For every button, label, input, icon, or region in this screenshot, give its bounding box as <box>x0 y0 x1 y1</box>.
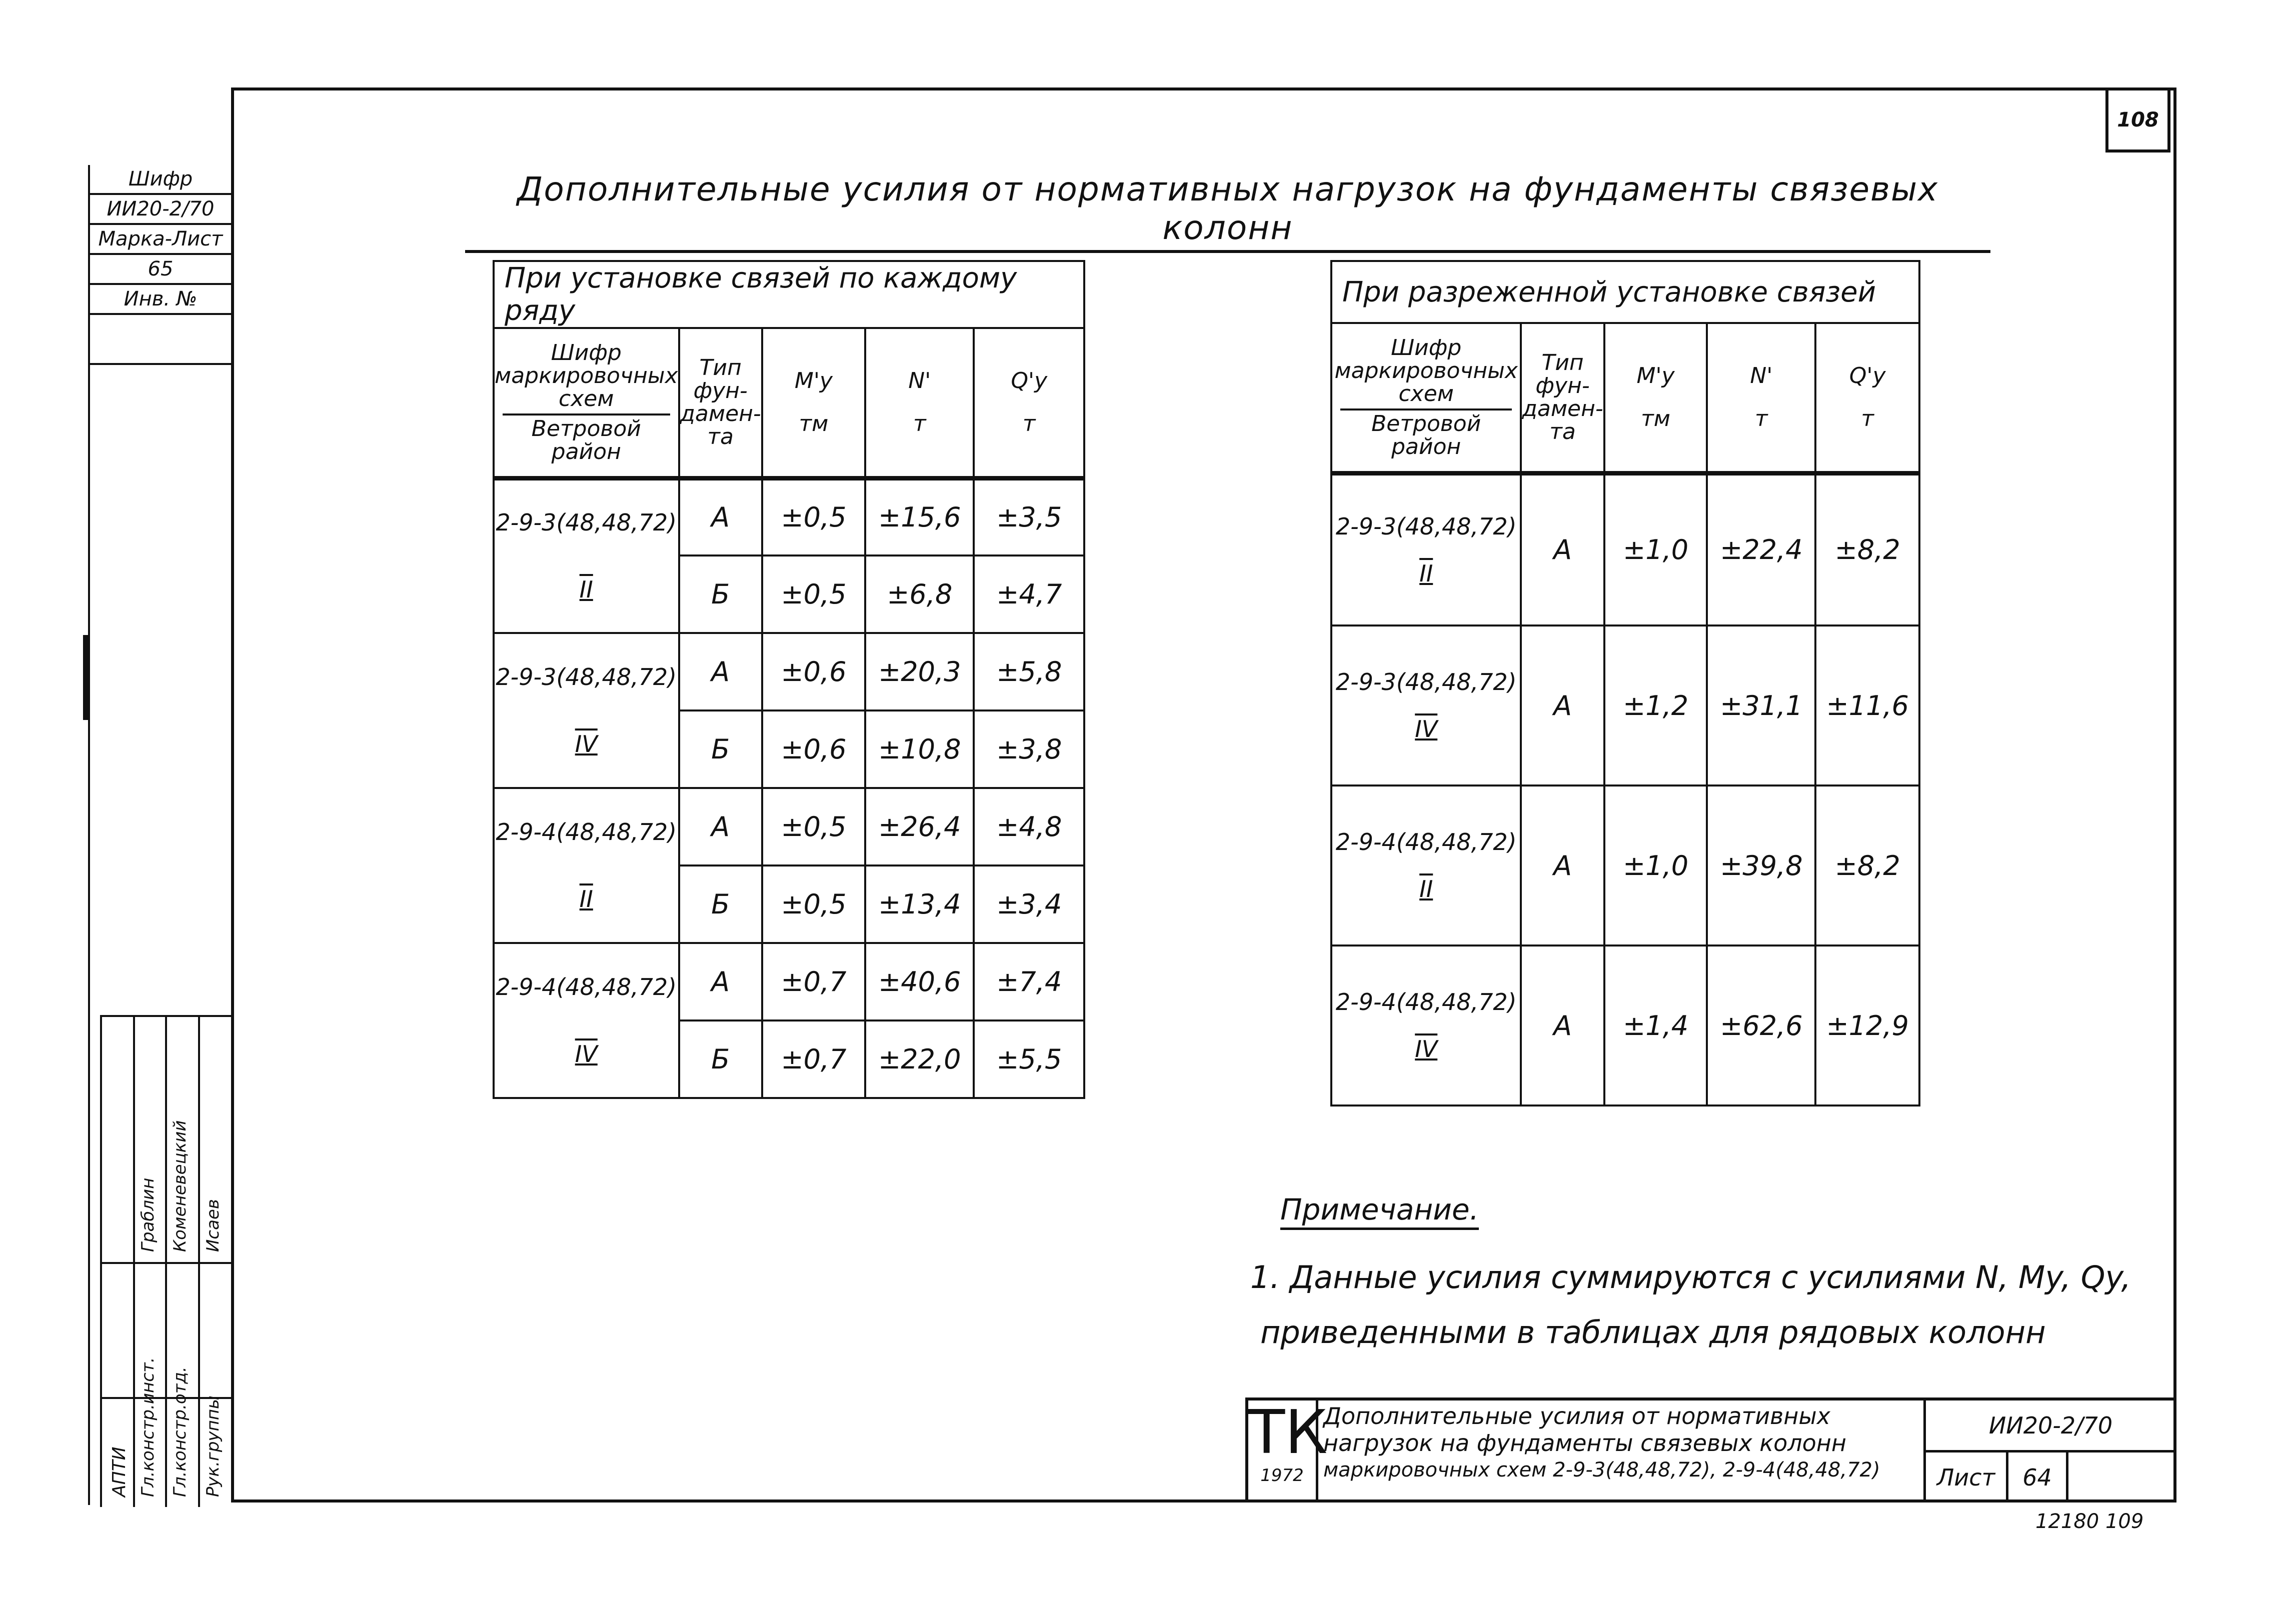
n-cell: ±62,6 <box>1707 946 1815 1106</box>
scheme-cell <box>494 478 679 633</box>
region-label: II <box>1419 876 1433 902</box>
stamp-sheet-number: 64 <box>2008 1452 2068 1502</box>
table-sparse <box>1330 260 1920 1106</box>
scheme-label: 2-9-3(48,48,72) <box>1335 512 1517 540</box>
header-m-unit: тм <box>1641 406 1670 432</box>
bottom-numbers: 12180 109 <box>2035 1510 2144 1533</box>
header-type: Тип фун-дамен-та <box>679 328 762 478</box>
header-n-unit: т <box>913 410 926 436</box>
inventory-value <box>90 315 231 365</box>
header-cipher-cell <box>494 328 679 478</box>
region-label: II <box>579 576 593 604</box>
scheme-cell <box>1331 473 1521 626</box>
table-row <box>1331 626 1919 786</box>
scheme-cell <box>494 633 679 788</box>
n-cell: ±26,4 <box>865 788 974 866</box>
m-cell: ±0,7 <box>762 1020 865 1098</box>
scheme-label: 2-9-4(48,48,72) <box>1335 988 1517 1016</box>
n-cell: ±39,8 <box>1707 786 1815 946</box>
type-cell: А <box>1521 946 1604 1106</box>
m-cell: ±0,5 <box>762 866 865 943</box>
m-cell: ±1,0 <box>1604 786 1707 946</box>
header-m-cell <box>1604 323 1707 473</box>
n-cell: ±20,3 <box>865 633 974 710</box>
n-cell: ±31,1 <box>1707 626 1815 786</box>
table-row <box>494 943 1084 1020</box>
q-cell: ±5,8 <box>974 633 1084 710</box>
header-wind: Ветровой район <box>1340 408 1512 458</box>
type-cell: Б <box>679 1020 762 1098</box>
approval-role-1: Гл.констр.инст. <box>138 1357 158 1497</box>
approval-name-3: Исаев <box>203 1199 223 1252</box>
region-label: IV <box>1415 716 1438 742</box>
stamp-code: ИИ20-2/70 <box>1923 1400 2175 1452</box>
header-q-cell <box>974 328 1084 478</box>
m-cell: ±0,5 <box>762 788 865 866</box>
scheme-label: 2-9-4(48,48,72) <box>1335 828 1517 856</box>
table-row <box>494 478 1084 556</box>
scheme-cell <box>494 788 679 943</box>
stamp-desc-line-3: маркировочных схем 2-9-3(48,48,72), 2-9-4(48,48,72) <box>1323 1458 1880 1482</box>
header-n: N' <box>1750 362 1773 388</box>
type-cell: Б <box>679 866 762 943</box>
stamp-tk-cell <box>1248 1398 1328 1502</box>
header-cipher: Шифр маркировочных схем <box>1334 334 1518 406</box>
header-wind: Ветровой район <box>503 414 670 464</box>
q-cell: ±4,8 <box>974 788 1084 866</box>
stamp-desc-line-1: Дополнительные усилия от нормативных <box>1323 1402 1830 1430</box>
n-cell: ±13,4 <box>865 866 974 943</box>
q-cell: ±4,7 <box>974 556 1084 633</box>
scheme-cell <box>494 943 679 1098</box>
scheme-label: 2-9-4(48,48,72) <box>496 818 677 846</box>
table-row <box>494 633 1084 710</box>
scheme-label: 2-9-4(48,48,72) <box>496 974 677 1000</box>
scheme-label: 2-9-3(48,48,72) <box>496 509 677 536</box>
title-stamp <box>1245 1398 2175 1502</box>
approval-role-2: Гл.констр.отд. <box>170 1366 190 1497</box>
sheet-value: 65 <box>90 255 231 285</box>
m-cell: ±1,2 <box>1604 626 1707 786</box>
approval-role-3: Рук.группы <box>203 1396 223 1497</box>
q-cell: ±12,9 <box>1815 946 1919 1106</box>
q-cell: ±11,6 <box>1815 626 1919 786</box>
header-n-cell <box>865 328 974 478</box>
table-row <box>1331 473 1919 626</box>
q-cell: ±3,4 <box>974 866 1084 943</box>
notes-line-1: 1. Данные усилия суммируются с усилиями N, My, Qy, <box>1250 1259 2131 1296</box>
m-cell: ±1,4 <box>1604 946 1707 1106</box>
m-cell: ±0,7 <box>762 943 865 1020</box>
table-row <box>1331 786 1919 946</box>
page-number: 108 <box>2105 88 2170 152</box>
header-type: Тип фун-дамен-та <box>1521 323 1604 473</box>
region-label: II <box>579 886 593 912</box>
binding-mark <box>83 635 90 720</box>
header-q-unit: т <box>1861 406 1874 432</box>
scheme-cell <box>1331 786 1521 946</box>
approval-name-1: Граблин <box>138 1178 158 1252</box>
table-right-caption: При разреженной установке связей <box>1331 261 1919 323</box>
header-cipher: Шифр маркировочных схем <box>495 340 678 412</box>
type-cell: Б <box>679 556 762 633</box>
n-cell: ±22,4 <box>1707 473 1815 626</box>
scheme-cell <box>1331 626 1521 786</box>
type-cell: А <box>1521 626 1604 786</box>
q-cell: ±8,2 <box>1815 473 1919 626</box>
n-cell: ±10,8 <box>865 710 974 788</box>
table-left-caption: При установке связей по каждому ряду <box>494 261 1084 328</box>
n-cell: ±15,6 <box>865 478 974 556</box>
header-n: N' <box>908 368 931 394</box>
region-label: IV <box>575 1040 598 1068</box>
type-cell: А <box>1521 786 1604 946</box>
header-n-unit: т <box>1755 406 1768 432</box>
approval-org: АПТИ <box>109 1446 130 1497</box>
notes-line-2: приведенными в таблицах для рядовых колонн <box>1260 1314 2046 1350</box>
approvals-block <box>100 1015 231 1507</box>
m-cell: ±0,5 <box>762 478 865 556</box>
header-m-cell <box>762 328 865 478</box>
m-cell: ±0,5 <box>762 556 865 633</box>
stamp-year: 1972 <box>1260 1466 1304 1486</box>
type-cell: Б <box>679 710 762 788</box>
notes-body <box>1250 1250 2150 1360</box>
header-q: Q'y <box>1849 362 1886 388</box>
stamp-description <box>1323 1402 1918 1484</box>
q-cell: ±8,2 <box>1815 786 1919 946</box>
q-cell: ±3,5 <box>974 478 1084 556</box>
header-q: Q'y <box>1011 368 1048 394</box>
type-cell: А <box>1521 473 1604 626</box>
table-row <box>1331 946 1919 1106</box>
scheme-label: 2-9-3(48,48,72) <box>1335 668 1517 696</box>
cipher-value: ИИ20-2/70 <box>90 195 231 225</box>
q-cell: ±5,5 <box>974 1020 1084 1098</box>
m-cell: ±0,6 <box>762 710 865 788</box>
main-title: Дополнительные усилия от нормативных нагрузок на фундаменты связевых колонн <box>465 170 1990 253</box>
header-m-unit: тм <box>799 410 829 436</box>
table-row <box>494 788 1084 866</box>
n-cell: ±40,6 <box>865 943 974 1020</box>
scheme-label: 2-9-3(48,48,72) <box>496 664 677 690</box>
stamp-sheet-label: Лист <box>1923 1452 2008 1502</box>
header-cipher-cell <box>1331 323 1521 473</box>
n-cell: ±22,0 <box>865 1020 974 1098</box>
q-cell: ±7,4 <box>974 943 1084 1020</box>
cipher-label: Шифр <box>90 165 231 195</box>
stamp-tk: ТК <box>1248 1398 1328 1468</box>
type-cell: А <box>679 788 762 866</box>
region-label: IV <box>575 730 598 758</box>
table-each-row <box>493 260 1085 1099</box>
header-q-unit: т <box>1022 410 1036 436</box>
scheme-cell <box>1331 946 1521 1106</box>
header-n-cell <box>1707 323 1815 473</box>
inventory-label: Инв. № <box>90 285 231 315</box>
approval-name-2: Коменевецкий <box>170 1120 190 1252</box>
header-m: M'y <box>794 368 833 394</box>
m-cell: ±0,6 <box>762 633 865 710</box>
n-cell: ±6,8 <box>865 556 974 633</box>
region-label: II <box>1419 560 1433 587</box>
header-m: M'y <box>1636 362 1675 388</box>
header-q-cell <box>1815 323 1919 473</box>
type-cell: А <box>679 478 762 556</box>
stamp-desc-line-2: нагрузок на фундаменты связевых колонн <box>1323 1430 1846 1456</box>
m-cell: ±1,0 <box>1604 473 1707 626</box>
type-cell: А <box>679 633 762 710</box>
type-cell: А <box>679 943 762 1020</box>
region-label: IV <box>1415 1036 1438 1062</box>
notes-title: Примечание. <box>1280 1192 1479 1230</box>
sheet-label: Марка-Лист <box>90 225 231 255</box>
q-cell: ±3,8 <box>974 710 1084 788</box>
